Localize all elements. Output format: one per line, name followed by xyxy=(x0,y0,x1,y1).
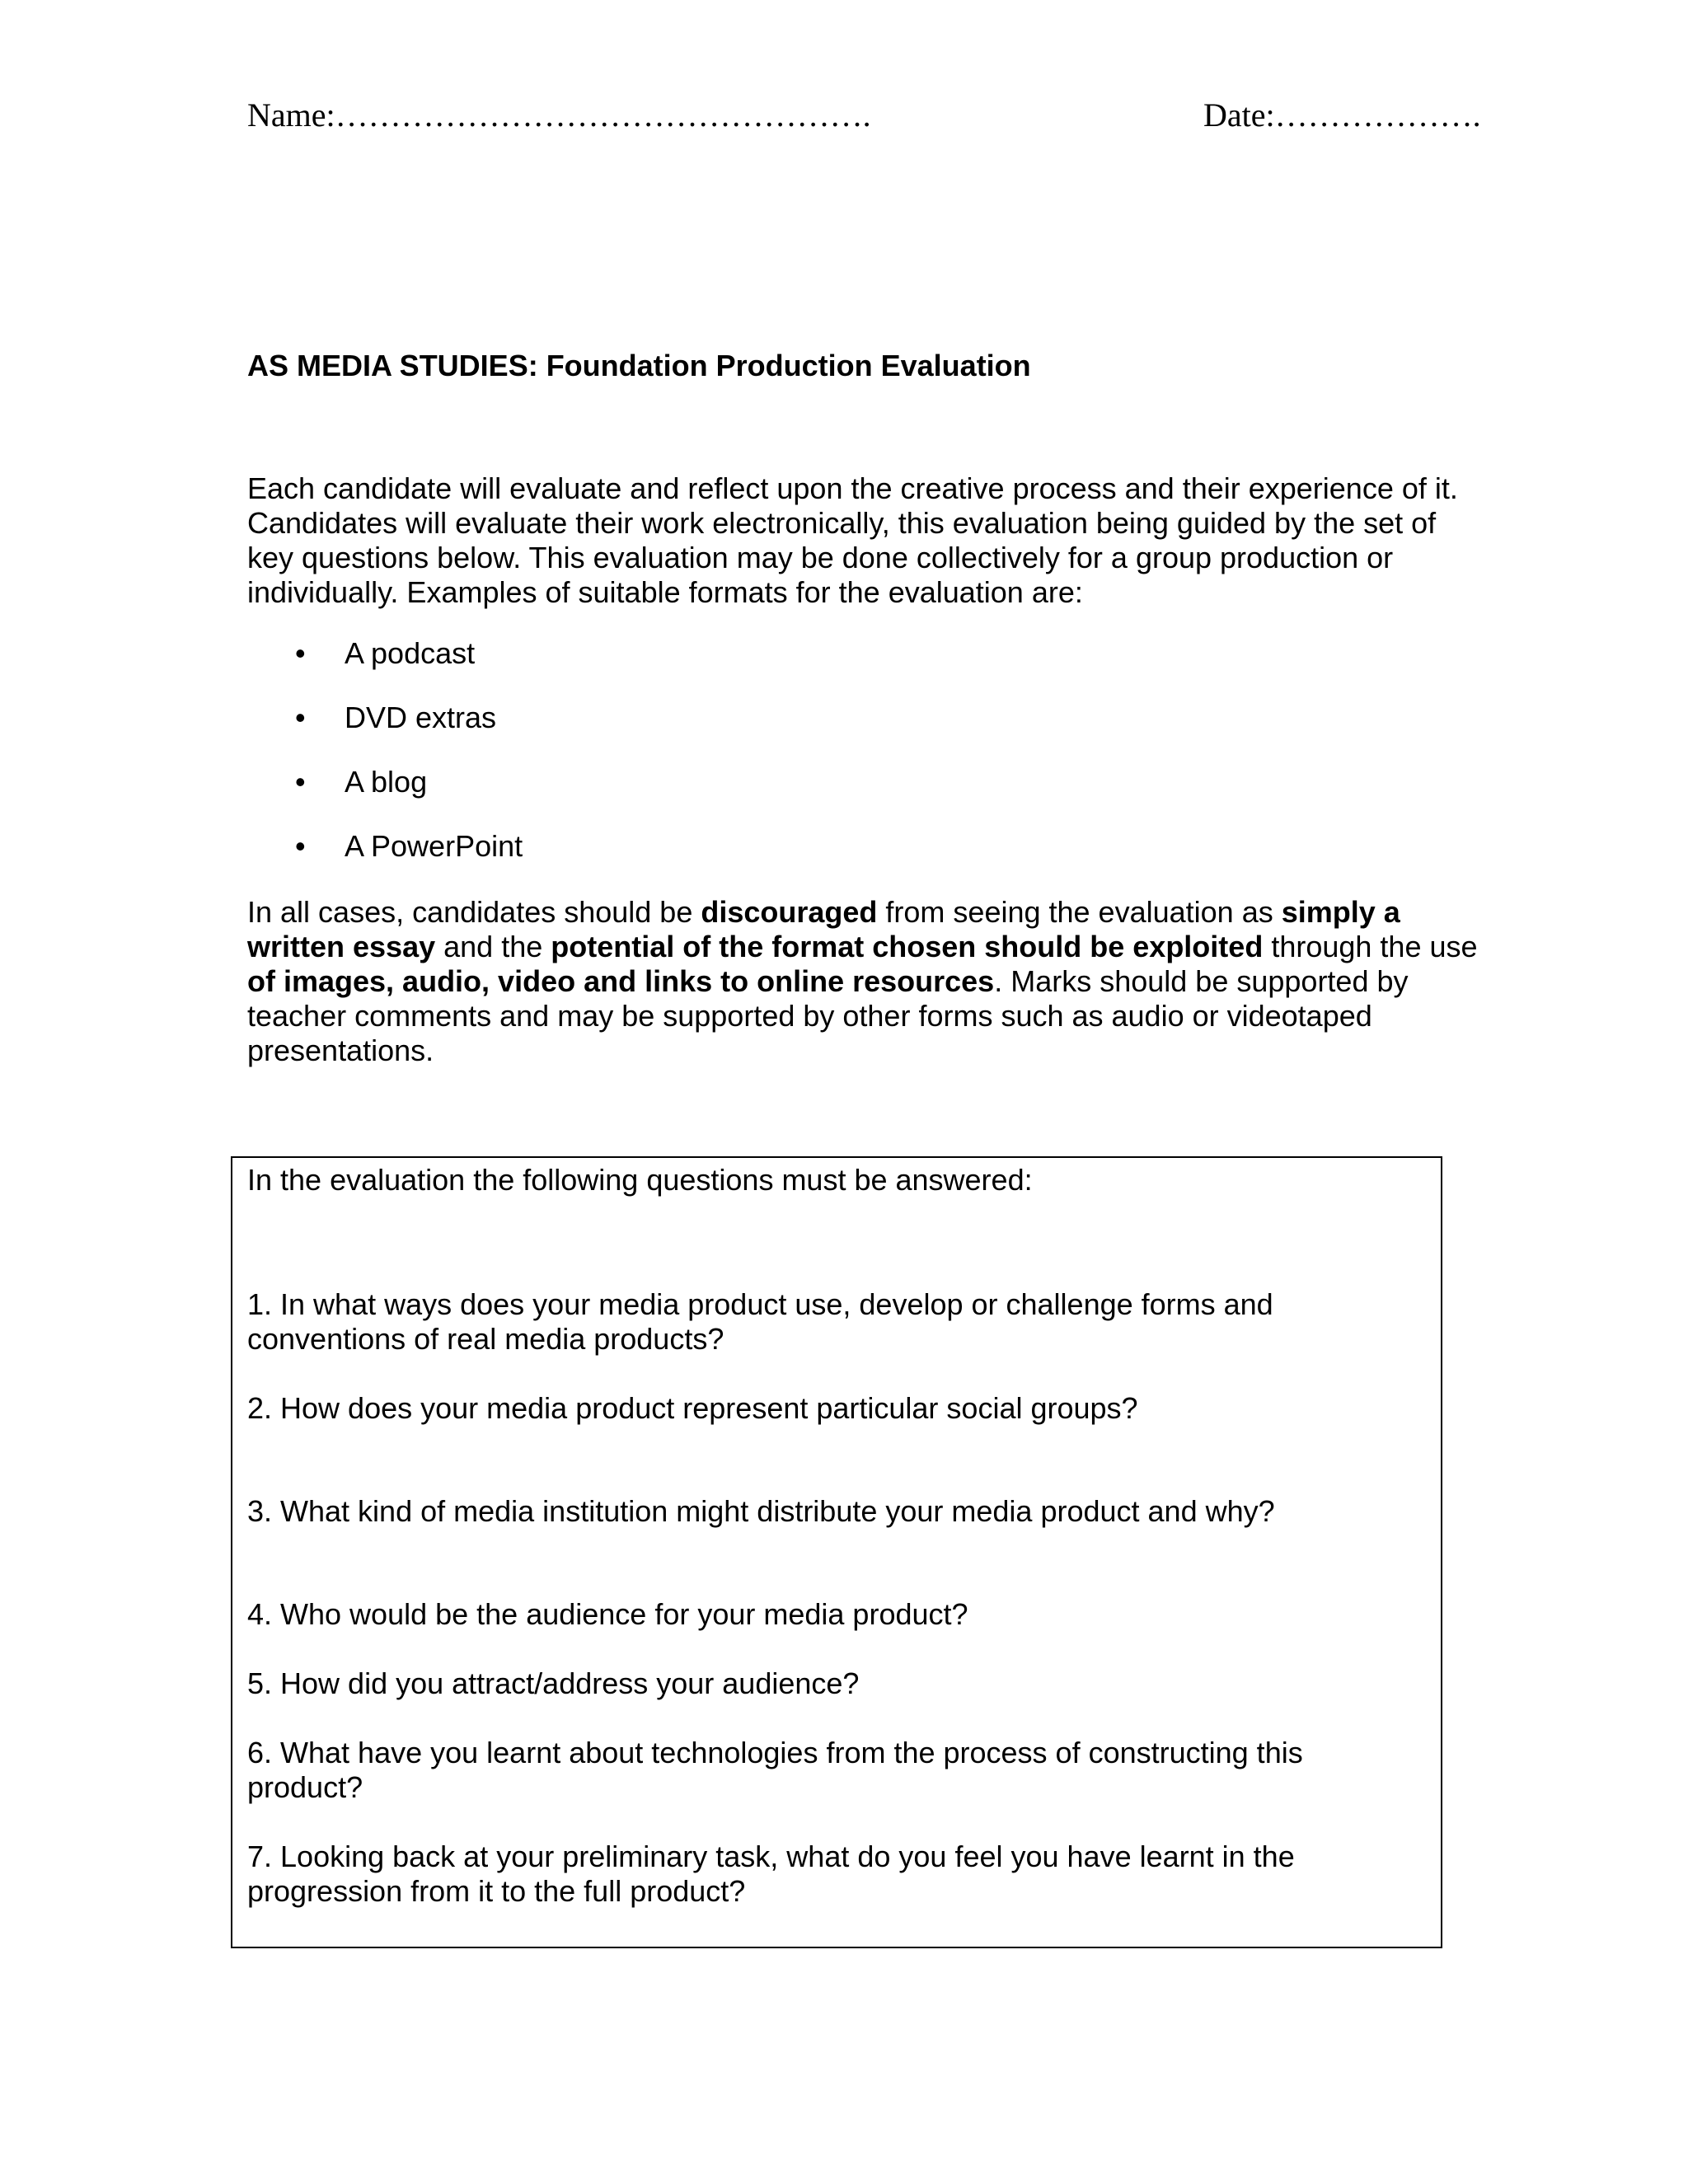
format-label: A PowerPoint xyxy=(345,829,523,863)
intro-paragraph: Each candidate will evaluate and reflect upon the creative process and their experience of it. Candidates will evaluate their work electronically, this evaluation being guided by the set of key questions below. This evaluation may be done collectively for a group production or individually. Examples of suitable formats for the evaluation are: xyxy=(247,471,1458,609)
guidance-text: In all cases, candidates should be xyxy=(247,895,701,929)
question-item: 3. What kind of media institution might distribute your media product and why? xyxy=(247,1494,1275,1528)
questions-box xyxy=(231,1156,1442,1948)
guidance-emphasis: discouraged xyxy=(701,895,878,929)
format-label: DVD extras xyxy=(345,701,497,734)
bullet-icon: • xyxy=(295,829,306,863)
format-list xyxy=(247,636,523,893)
format-label: A blog xyxy=(345,765,428,799)
name-field-label: Name:…………………………………………. xyxy=(247,96,871,134)
list-item xyxy=(247,765,523,799)
document-title: AS MEDIA STUDIES: Foundation Production Evaluation xyxy=(247,349,1031,382)
format-label: A podcast xyxy=(345,636,476,670)
bullet-icon: • xyxy=(295,765,306,799)
question-item: 6. What have you learnt about technologies from the process of constructing this product? xyxy=(247,1736,1303,1804)
question-item: 5. How did you attract/address your audience? xyxy=(247,1666,860,1700)
list-item xyxy=(247,636,523,671)
guidance-emphasis: potential of the format chosen should be exploited xyxy=(551,930,1264,963)
question-item: 7. Looking back at your preliminary task, what do you feel you have learnt in the progression from it to the full product? xyxy=(247,1840,1295,1908)
guidance-text: through the use xyxy=(1263,930,1478,963)
guidance-text: from seeing the evaluation as xyxy=(877,895,1282,929)
guidance-emphasis: of images, audio, video and links to online resources xyxy=(247,964,995,998)
questions-intro: In the evaluation the following questions must be answered: xyxy=(247,1163,1033,1197)
date-field-label: Date:………………. xyxy=(1203,96,1481,134)
guidance-emphasis: simply a written essay xyxy=(247,895,1400,963)
list-item xyxy=(247,701,523,735)
question-item: 1. In what ways does your media product use, develop or challenge forms and conventions of real media products? xyxy=(247,1287,1273,1356)
list-item xyxy=(247,829,523,864)
guidance-text: . Marks should be supported by teacher comments and may be supported by other forms such as audio or videotaped presentations. xyxy=(247,964,1409,1067)
question-item: 2. How does your media product represent particular social groups? xyxy=(247,1391,1138,1425)
guidance-text: and the xyxy=(435,930,551,963)
bullet-icon: • xyxy=(295,636,306,670)
question-item: 4. Who would be the audience for your media product? xyxy=(247,1597,968,1631)
guidance-paragraph xyxy=(247,895,1484,1068)
bullet-icon: • xyxy=(295,701,306,734)
